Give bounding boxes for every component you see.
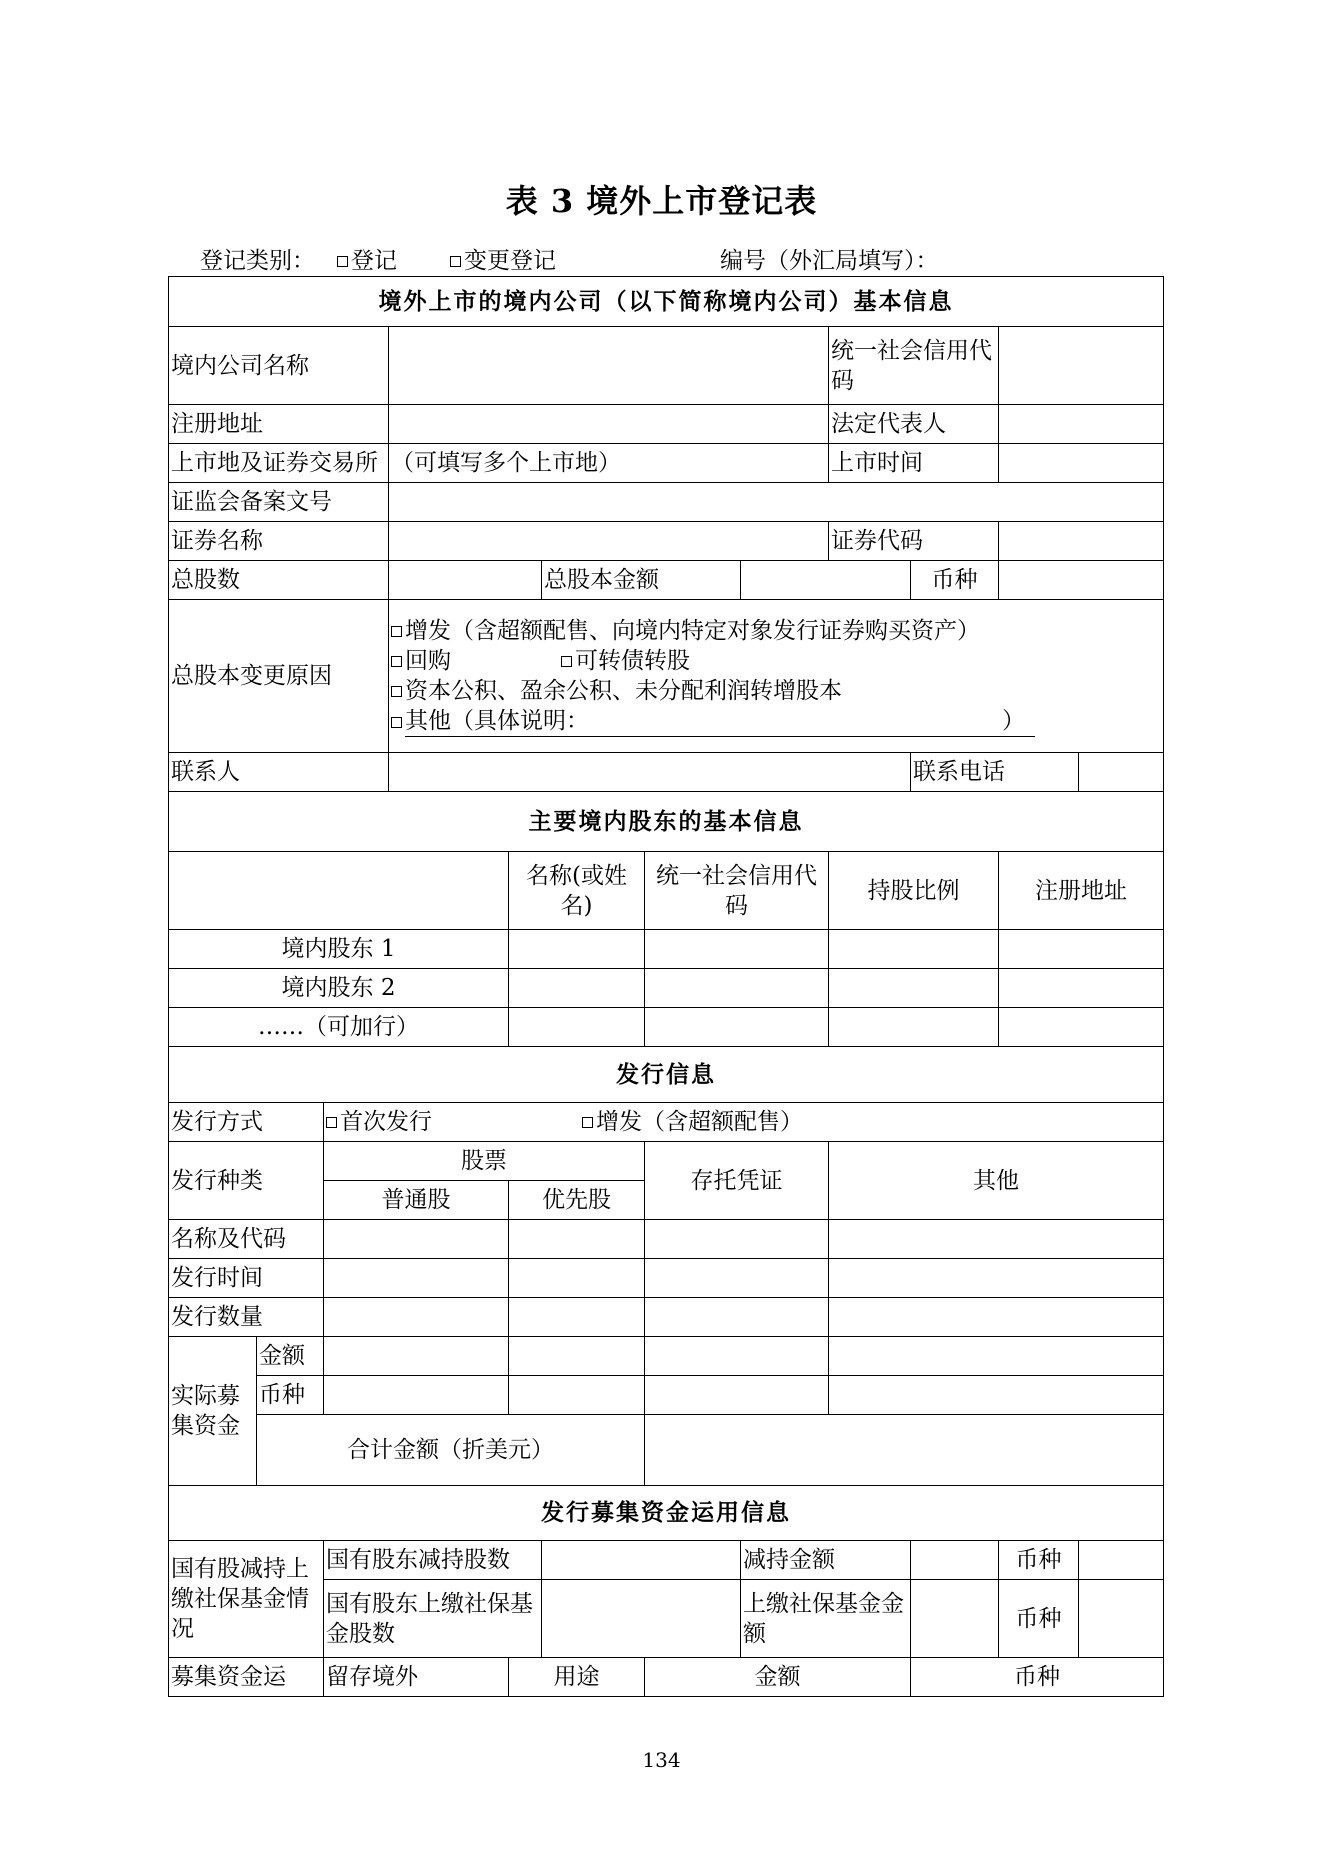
sec-code-field[interactable] <box>999 522 1164 561</box>
col-ratio-header: 持股比例 <box>829 852 999 930</box>
registration-form <box>168 276 1164 1697</box>
shareholder-2-label: 境内股东 2 <box>169 969 509 1008</box>
table-row <box>169 1298 1164 1337</box>
sec-name-field[interactable] <box>389 522 829 561</box>
funds-use-label: 募集资金运 <box>169 1658 324 1697</box>
preferred-header: 优先股 <box>509 1181 645 1220</box>
sec-code-label: 证券代码 <box>829 522 999 561</box>
total-usd-field[interactable] <box>645 1415 1164 1486</box>
issue-qty-label: 发行数量 <box>169 1298 324 1337</box>
reason-other-label: 其他（具体说明： <box>405 707 589 734</box>
phone-field[interactable] <box>1079 753 1164 792</box>
method-add-checkbox[interactable] <box>582 1117 593 1128</box>
issue-time-dr[interactable] <box>645 1259 829 1298</box>
shareholder-2-name[interactable] <box>509 969 645 1008</box>
change-reason-label: 总股本变更原因 <box>169 600 389 753</box>
csrc-no-field[interactable] <box>389 483 1164 522</box>
reg-address-field[interactable] <box>389 405 829 444</box>
reason-other-close: ） <box>1002 707 1025 734</box>
shareholder-more-name[interactable] <box>509 1008 645 1047</box>
name-code-dr[interactable] <box>645 1220 829 1259</box>
exchange-hint: （可填写多个上市地） <box>391 450 621 476</box>
method-first-checkbox[interactable] <box>326 1117 337 1128</box>
capital-amount-label: 总股本金额 <box>542 561 741 600</box>
listing-time-field[interactable] <box>999 444 1164 483</box>
name-code-other[interactable] <box>829 1220 1164 1259</box>
legal-rep-label: 法定代表人 <box>829 405 999 444</box>
name-code-common[interactable] <box>324 1220 509 1259</box>
change-register-option[interactable] <box>450 242 556 275</box>
type-label: 发行种类 <box>169 1142 324 1220</box>
currency-col-label: 币种 <box>911 1658 1164 1697</box>
sec-name-label: 证券名称 <box>169 522 389 561</box>
registration-type-label: 登记类别： <box>200 248 315 274</box>
change-register-option-label: 变更登记 <box>464 248 556 274</box>
reason-reserve-label: 资本公积、盈余公积、未分配利润转增股本 <box>405 677 842 704</box>
reg-address-label: 注册地址 <box>169 405 389 444</box>
dr-header: 存托凭证 <box>645 1142 829 1220</box>
method-add-option[interactable] <box>582 1109 803 1135</box>
raised-amount-common[interactable] <box>324 1337 509 1376</box>
raised-amount-preferred[interactable] <box>509 1337 645 1376</box>
register-checkbox[interactable] <box>337 256 348 267</box>
reason-other-checkbox[interactable] <box>391 717 402 728</box>
ssf-amount-label: 上缴社保基金金额 <box>741 1580 911 1658</box>
company-name-field[interactable] <box>389 327 829 405</box>
form-number-label: 编号（外汇局填写）： <box>720 248 939 274</box>
total-usd-label: 合计金额（折美元） <box>257 1415 645 1486</box>
reason-convertible-label: 可转债转股 <box>575 647 690 674</box>
table-row <box>169 969 1164 1008</box>
contact-field[interactable] <box>389 753 911 792</box>
phone-label: 联系电话 <box>911 753 1079 792</box>
currency-label: 币种 <box>911 561 999 600</box>
issue-qty-preferred[interactable] <box>509 1298 645 1337</box>
change-reason-options <box>389 600 1164 753</box>
currency-field[interactable] <box>999 561 1164 600</box>
reduce-amount-label: 减持金额 <box>741 1541 911 1580</box>
company-name-label: 境内公司名称 <box>169 327 389 405</box>
reason-buyback-checkbox[interactable] <box>391 656 402 667</box>
reduce-currency-field[interactable] <box>1079 1541 1164 1580</box>
method-first-option[interactable] <box>326 1109 432 1135</box>
shareholder-1-code[interactable] <box>645 930 829 969</box>
col-addr-header: 注册地址 <box>999 852 1164 930</box>
issue-qty-common[interactable] <box>324 1298 509 1337</box>
issue-time-preferred[interactable] <box>509 1259 645 1298</box>
capital-amount-field[interactable] <box>741 561 911 600</box>
method-first-label: 首次发行 <box>340 1109 432 1135</box>
method-options <box>324 1103 1164 1142</box>
raised-currency-dr[interactable] <box>645 1376 829 1415</box>
stock-header: 股票 <box>324 1142 645 1181</box>
shareholder-2-addr[interactable] <box>999 969 1164 1008</box>
method-add-label: 增发（含超额配售） <box>596 1109 803 1135</box>
name-code-label: 名称及代码 <box>169 1220 324 1259</box>
credit-code-label: 统一社会信用代码 <box>829 327 999 405</box>
table-row <box>169 930 1164 969</box>
total-shares-label: 总股数 <box>169 561 389 600</box>
register-option[interactable] <box>337 242 397 275</box>
listing-time-label: 上市时间 <box>829 444 999 483</box>
ssf-currency-label: 币种 <box>999 1580 1079 1658</box>
registration-line <box>200 242 1200 274</box>
state-share-label: 国有股减持上缴社保基金情况 <box>169 1541 324 1658</box>
reduce-shares-field[interactable] <box>542 1541 741 1580</box>
contact-label: 联系人 <box>169 753 389 792</box>
col-code-header: 统一社会信用代码 <box>645 852 829 930</box>
section-issuance-header: 发行信息 <box>169 1047 1164 1103</box>
csrc-no-label: 证监会备案文号 <box>169 483 389 522</box>
issue-qty-dr[interactable] <box>645 1298 829 1337</box>
method-label: 发行方式 <box>169 1103 324 1142</box>
section-company-header: 境外上市的境内公司（以下简称境内公司）基本信息 <box>169 277 1164 327</box>
reduce-shares-label: 国有股东减持股数 <box>324 1541 542 1580</box>
issue-time-label: 发行时间 <box>169 1259 324 1298</box>
page-title: 表 3 境外上市登记表 <box>505 182 818 220</box>
shareholder-1-ratio[interactable] <box>829 930 999 969</box>
ssf-shares-field[interactable] <box>542 1580 741 1658</box>
reason-reserve[interactable] <box>391 676 1161 706</box>
reason-row-2 <box>391 646 1161 676</box>
ssf-currency-field[interactable] <box>1079 1580 1164 1658</box>
section-shareholder-header: 主要境内股东的基本信息 <box>169 792 1164 852</box>
shareholder-more-label: ……（可加行） <box>169 1008 509 1047</box>
exchange-label: 上市地及证券交易所 <box>169 444 389 483</box>
raised-currency-other[interactable] <box>829 1376 1164 1415</box>
section-funds-use-header: 发行募集资金运用信息 <box>169 1486 1164 1541</box>
raised-currency-common[interactable] <box>324 1376 509 1415</box>
raised-amount-label: 金额 <box>257 1337 324 1376</box>
exchange-field[interactable] <box>389 444 829 483</box>
shareholder-header-blank <box>169 852 509 930</box>
reason-buyback-label: 回购 <box>405 647 451 674</box>
issue-qty-other[interactable] <box>829 1298 1164 1337</box>
shareholder-2-code[interactable] <box>645 969 829 1008</box>
reason-other[interactable] <box>391 706 1161 737</box>
purpose-label: 用途 <box>509 1658 645 1697</box>
reason-issue[interactable] <box>391 616 1161 646</box>
amount-label: 金额 <box>645 1658 911 1697</box>
table-row <box>169 1259 1164 1298</box>
raised-funds-label: 实际募集资金 <box>169 1337 257 1486</box>
reason-reserve-checkbox[interactable] <box>391 686 402 697</box>
retained-label: 留存境外 <box>324 1658 509 1697</box>
shareholder-1-name[interactable] <box>509 930 645 969</box>
reduce-currency-label: 币种 <box>999 1541 1079 1580</box>
common-header: 普通股 <box>324 1181 509 1220</box>
shareholder-1-label: 境内股东 1 <box>169 930 509 969</box>
raised-amount-dr[interactable] <box>645 1337 829 1376</box>
reason-other-line[interactable] <box>405 706 1035 737</box>
register-option-label: 登记 <box>351 248 397 274</box>
shareholder-1-addr[interactable] <box>999 930 1164 969</box>
ssf-shares-label: 国有股东上缴社保基金股数 <box>324 1580 542 1658</box>
shareholder-2-ratio[interactable] <box>829 969 999 1008</box>
raised-amount-other[interactable] <box>829 1337 1164 1376</box>
shareholder-more-ratio[interactable] <box>829 1008 999 1047</box>
reduce-amount-field[interactable] <box>911 1541 999 1580</box>
shareholder-more-addr[interactable] <box>999 1008 1164 1047</box>
legal-rep-field[interactable] <box>999 405 1164 444</box>
table-row <box>169 1008 1164 1047</box>
table-row <box>169 1220 1164 1259</box>
page-number: 134 <box>642 1748 681 1772</box>
change-register-checkbox[interactable] <box>450 256 461 267</box>
reason-issue-label: 增发（含超额配售、向境内特定对象发行证券购买资产） <box>405 617 980 644</box>
raised-currency-label: 币种 <box>257 1376 324 1415</box>
issue-time-other[interactable] <box>829 1259 1164 1298</box>
name-code-preferred[interactable] <box>509 1220 645 1259</box>
raised-currency-preferred[interactable] <box>509 1376 645 1415</box>
credit-code-field[interactable] <box>999 327 1164 405</box>
issue-time-common[interactable] <box>324 1259 509 1298</box>
total-shares-field[interactable] <box>389 561 542 600</box>
reason-convertible-checkbox[interactable] <box>561 656 572 667</box>
ssf-amount-field[interactable] <box>911 1580 999 1658</box>
reason-issue-checkbox[interactable] <box>391 626 402 637</box>
shareholder-more-code[interactable] <box>645 1008 829 1047</box>
col-name-header: 名称(或姓名) <box>509 852 645 930</box>
other-header: 其他 <box>829 1142 1164 1220</box>
